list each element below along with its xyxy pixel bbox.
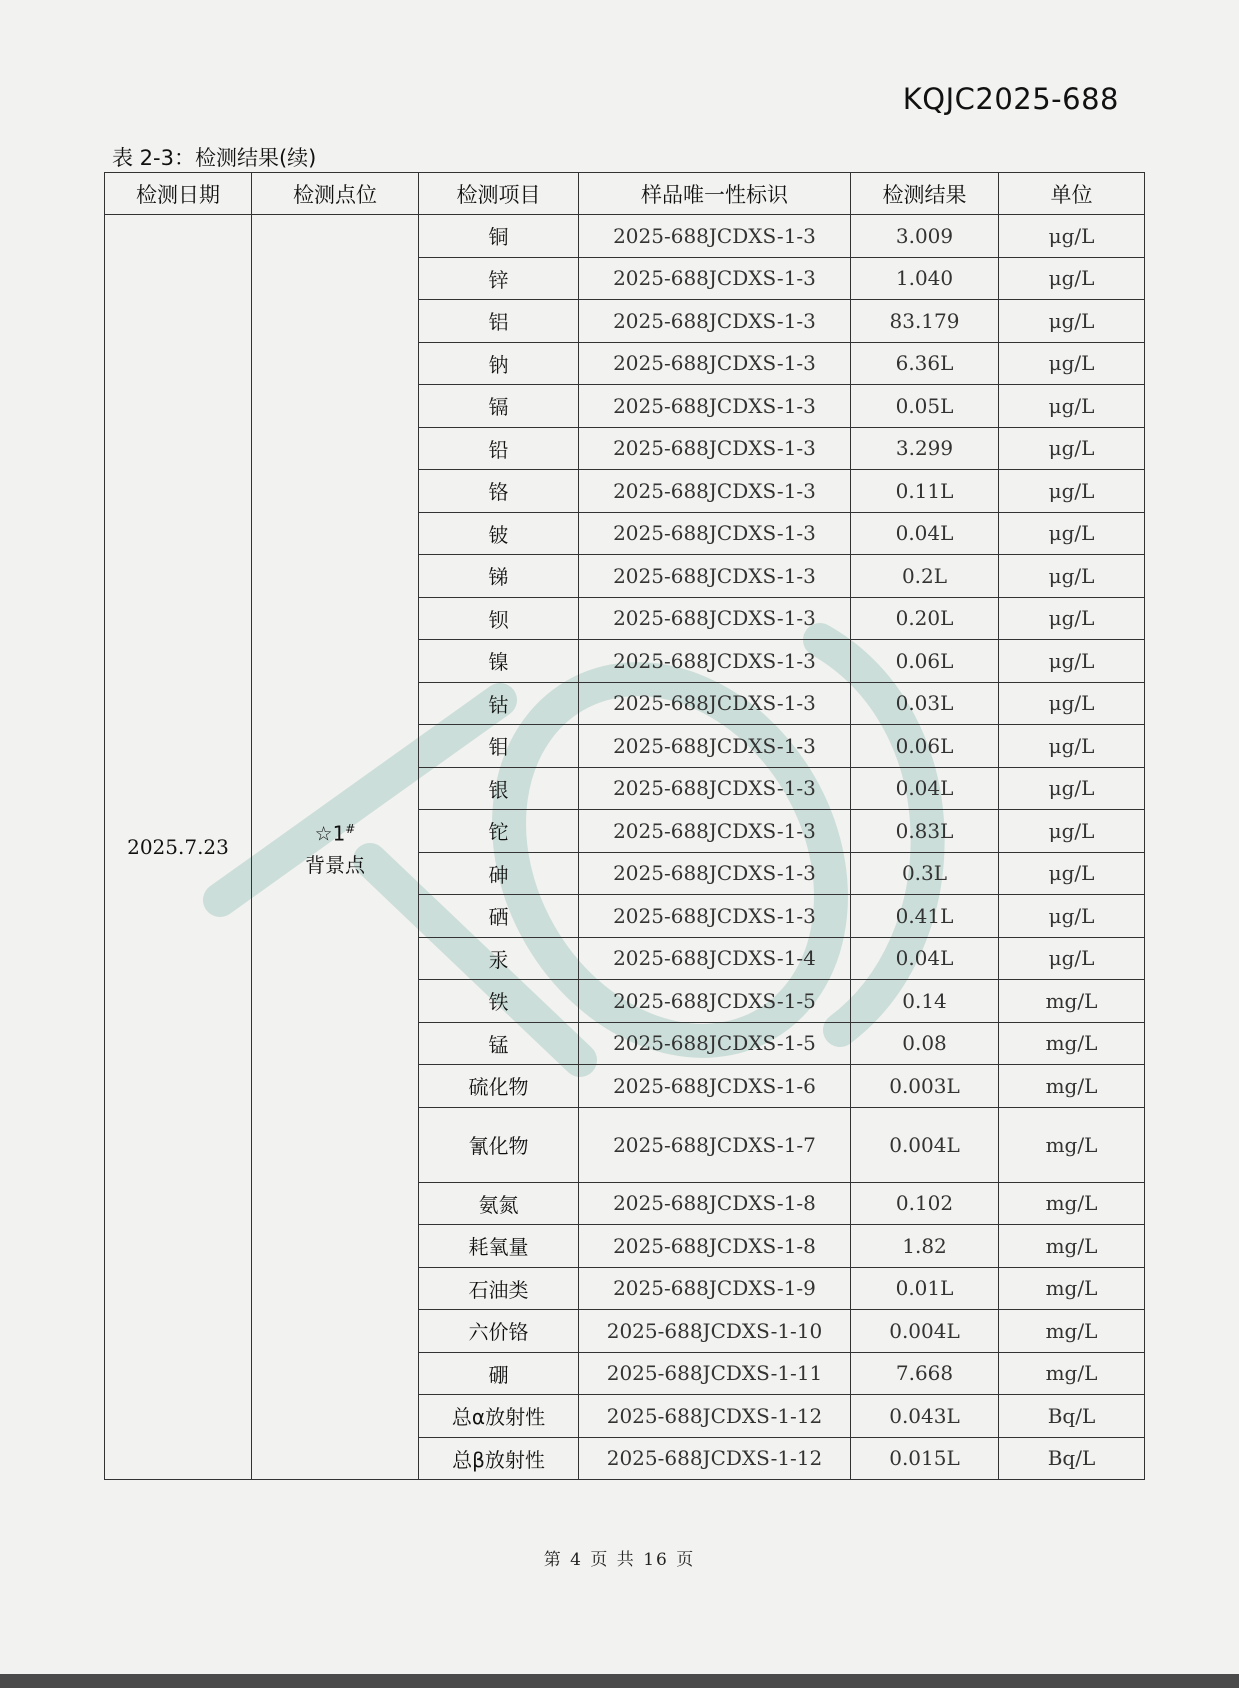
sample-id: 2025-688JCDXS-1-3: [579, 427, 851, 470]
test-item: 钼: [419, 725, 579, 768]
unit: mg/L: [999, 1182, 1145, 1225]
sample-id: 2025-688JCDXS-1-3: [579, 555, 851, 598]
sample-id: 2025-688JCDXS-1-5: [579, 1022, 851, 1065]
unit: μg/L: [999, 937, 1145, 980]
test-item: 硫化物: [419, 1065, 579, 1108]
unit: μg/L: [999, 257, 1145, 300]
scan-edge: [0, 1674, 1239, 1688]
sample-id: 2025-688JCDXS-1-3: [579, 640, 851, 683]
table-row: [105, 215, 1145, 258]
test-result: 0.11L: [851, 470, 999, 513]
test-result: 0.102: [851, 1182, 999, 1225]
test-result: 0.14: [851, 980, 999, 1023]
test-result: 0.83L: [851, 810, 999, 853]
site-mark: [252, 813, 418, 850]
unit: mg/L: [999, 1225, 1145, 1268]
test-item: 银: [419, 767, 579, 810]
test-item: 锌: [419, 257, 579, 300]
sample-id: 2025-688JCDXS-1-3: [579, 682, 851, 725]
test-result: 0.05L: [851, 385, 999, 428]
unit: μg/L: [999, 470, 1145, 513]
unit: Bq/L: [999, 1437, 1145, 1480]
test-result: 0.01L: [851, 1267, 999, 1310]
sample-id: 2025-688JCDXS-1-3: [579, 470, 851, 513]
site-name: 背景点: [305, 853, 365, 878]
test-item: 钴: [419, 682, 579, 725]
test-result: 0.04L: [851, 767, 999, 810]
test-item: 锰: [419, 1022, 579, 1065]
test-item: 石油类: [419, 1267, 579, 1310]
sample-id: 2025-688JCDXS-1-3: [579, 852, 851, 895]
sample-id: 2025-688JCDXS-1-3: [579, 767, 851, 810]
test-item: 铊: [419, 810, 579, 853]
unit: mg/L: [999, 1022, 1145, 1065]
unit: mg/L: [999, 1310, 1145, 1353]
unit: μg/L: [999, 767, 1145, 810]
sample-id: 2025-688JCDXS-1-3: [579, 342, 851, 385]
unit: μg/L: [999, 682, 1145, 725]
sample-id: 2025-688JCDXS-1-3: [579, 895, 851, 938]
unit: μg/L: [999, 300, 1145, 343]
unit: μg/L: [999, 215, 1145, 258]
test-result: 0.04L: [851, 937, 999, 980]
sample-id: 2025-688JCDXS-1-12: [579, 1395, 851, 1438]
test-result: 0.04L: [851, 512, 999, 555]
sample-id: 2025-688JCDXS-1-3: [579, 215, 851, 258]
sample-id: 2025-688JCDXS-1-3: [579, 385, 851, 428]
test-item: 镍: [419, 640, 579, 683]
test-item: 氨氮: [419, 1182, 579, 1225]
test-item: 铍: [419, 512, 579, 555]
sample-id: 2025-688JCDXS-1-3: [579, 810, 851, 853]
test-item: 铁: [419, 980, 579, 1023]
unit: mg/L: [999, 1107, 1145, 1182]
sample-id: 2025-688JCDXS-1-4: [579, 937, 851, 980]
test-date: 2025.7.23: [105, 215, 252, 1480]
unit: μg/L: [999, 597, 1145, 640]
sample-id: 2025-688JCDXS-1-12: [579, 1437, 851, 1480]
sample-id: 2025-688JCDXS-1-10: [579, 1310, 851, 1353]
test-result: 0.06L: [851, 725, 999, 768]
unit: mg/L: [999, 1267, 1145, 1310]
sample-id: 2025-688JCDXS-1-9: [579, 1267, 851, 1310]
test-item: 铬: [419, 470, 579, 513]
test-item: 硒: [419, 895, 579, 938]
unit: μg/L: [999, 895, 1145, 938]
unit: Bq/L: [999, 1395, 1145, 1438]
test-result: 0.20L: [851, 597, 999, 640]
test-result: 7.668: [851, 1352, 999, 1395]
test-result: 1.040: [851, 257, 999, 300]
results-body: [105, 215, 1145, 1480]
test-item: 镉: [419, 385, 579, 428]
table-caption: 表 2-3：检测结果(续): [112, 146, 317, 170]
test-result: 0.004L: [851, 1107, 999, 1182]
test-result: 0.08: [851, 1022, 999, 1065]
unit: μg/L: [999, 640, 1145, 683]
sample-id: 2025-688JCDXS-1-11: [579, 1352, 851, 1395]
test-result: 0.41L: [851, 895, 999, 938]
test-item: 总α放射性: [419, 1395, 579, 1438]
site-mark-text: ☆1: [314, 821, 346, 846]
sample-id: 2025-688JCDXS-1-3: [579, 512, 851, 555]
column-header: 样品唯一性标识: [579, 173, 851, 215]
sample-id: 2025-688JCDXS-1-7: [579, 1107, 851, 1182]
table-header-row: [105, 173, 1145, 215]
unit: mg/L: [999, 1352, 1145, 1395]
test-item: 砷: [419, 852, 579, 895]
test-item: 锑: [419, 555, 579, 598]
report-number: KQJC2025-688: [902, 82, 1119, 116]
unit: μg/L: [999, 427, 1145, 470]
page-number: 第 4 页 共 16 页: [543, 1550, 696, 1570]
unit: μg/L: [999, 342, 1145, 385]
test-result: 0.004L: [851, 1310, 999, 1353]
sample-id: 2025-688JCDXS-1-3: [579, 597, 851, 640]
test-result: 0.2L: [851, 555, 999, 598]
test-result: 83.179: [851, 300, 999, 343]
test-item: 钡: [419, 597, 579, 640]
test-item: 耗氧量: [419, 1225, 579, 1268]
unit: μg/L: [999, 555, 1145, 598]
test-item: 铝: [419, 300, 579, 343]
test-result: 0.015L: [851, 1437, 999, 1480]
test-item: 六价铬: [419, 1310, 579, 1353]
test-item: 铜: [419, 215, 579, 258]
sample-id: 2025-688JCDXS-1-3: [579, 300, 851, 343]
unit: mg/L: [999, 980, 1145, 1023]
test-result: 6.36L: [851, 342, 999, 385]
test-item: 钠: [419, 342, 579, 385]
test-item: 铅: [419, 427, 579, 470]
unit: mg/L: [999, 1065, 1145, 1108]
test-result: 1.82: [851, 1225, 999, 1268]
sample-id: 2025-688JCDXS-1-5: [579, 980, 851, 1023]
test-item: 汞: [419, 937, 579, 980]
sample-id: 2025-688JCDXS-1-3: [579, 725, 851, 768]
test-site: [252, 215, 419, 1480]
column-header: 检测日期: [105, 173, 252, 215]
sample-id: 2025-688JCDXS-1-6: [579, 1065, 851, 1108]
test-result: 0.06L: [851, 640, 999, 683]
sample-id: 2025-688JCDXS-1-8: [579, 1225, 851, 1268]
sample-id: 2025-688JCDXS-1-3: [579, 257, 851, 300]
test-result: 0.043L: [851, 1395, 999, 1438]
sample-id: 2025-688JCDXS-1-8: [579, 1182, 851, 1225]
test-result: 0.003L: [851, 1065, 999, 1108]
test-result: 3.009: [851, 215, 999, 258]
test-item: 总β放射性: [419, 1437, 579, 1480]
test-item: 硼: [419, 1352, 579, 1395]
results-table: [104, 172, 1145, 1480]
site-mark-sup: #: [345, 821, 356, 836]
test-item: 氰化物: [419, 1107, 579, 1182]
unit: μg/L: [999, 725, 1145, 768]
unit: μg/L: [999, 852, 1145, 895]
column-header: 单位: [999, 173, 1145, 215]
test-result: 0.3L: [851, 852, 999, 895]
unit: μg/L: [999, 512, 1145, 555]
test-result: 3.299: [851, 427, 999, 470]
column-header: 检测点位: [252, 173, 419, 215]
column-header: 检测项目: [419, 173, 579, 215]
unit: μg/L: [999, 810, 1145, 853]
test-result: 0.03L: [851, 682, 999, 725]
column-header: 检测结果: [851, 173, 999, 215]
unit: μg/L: [999, 385, 1145, 428]
